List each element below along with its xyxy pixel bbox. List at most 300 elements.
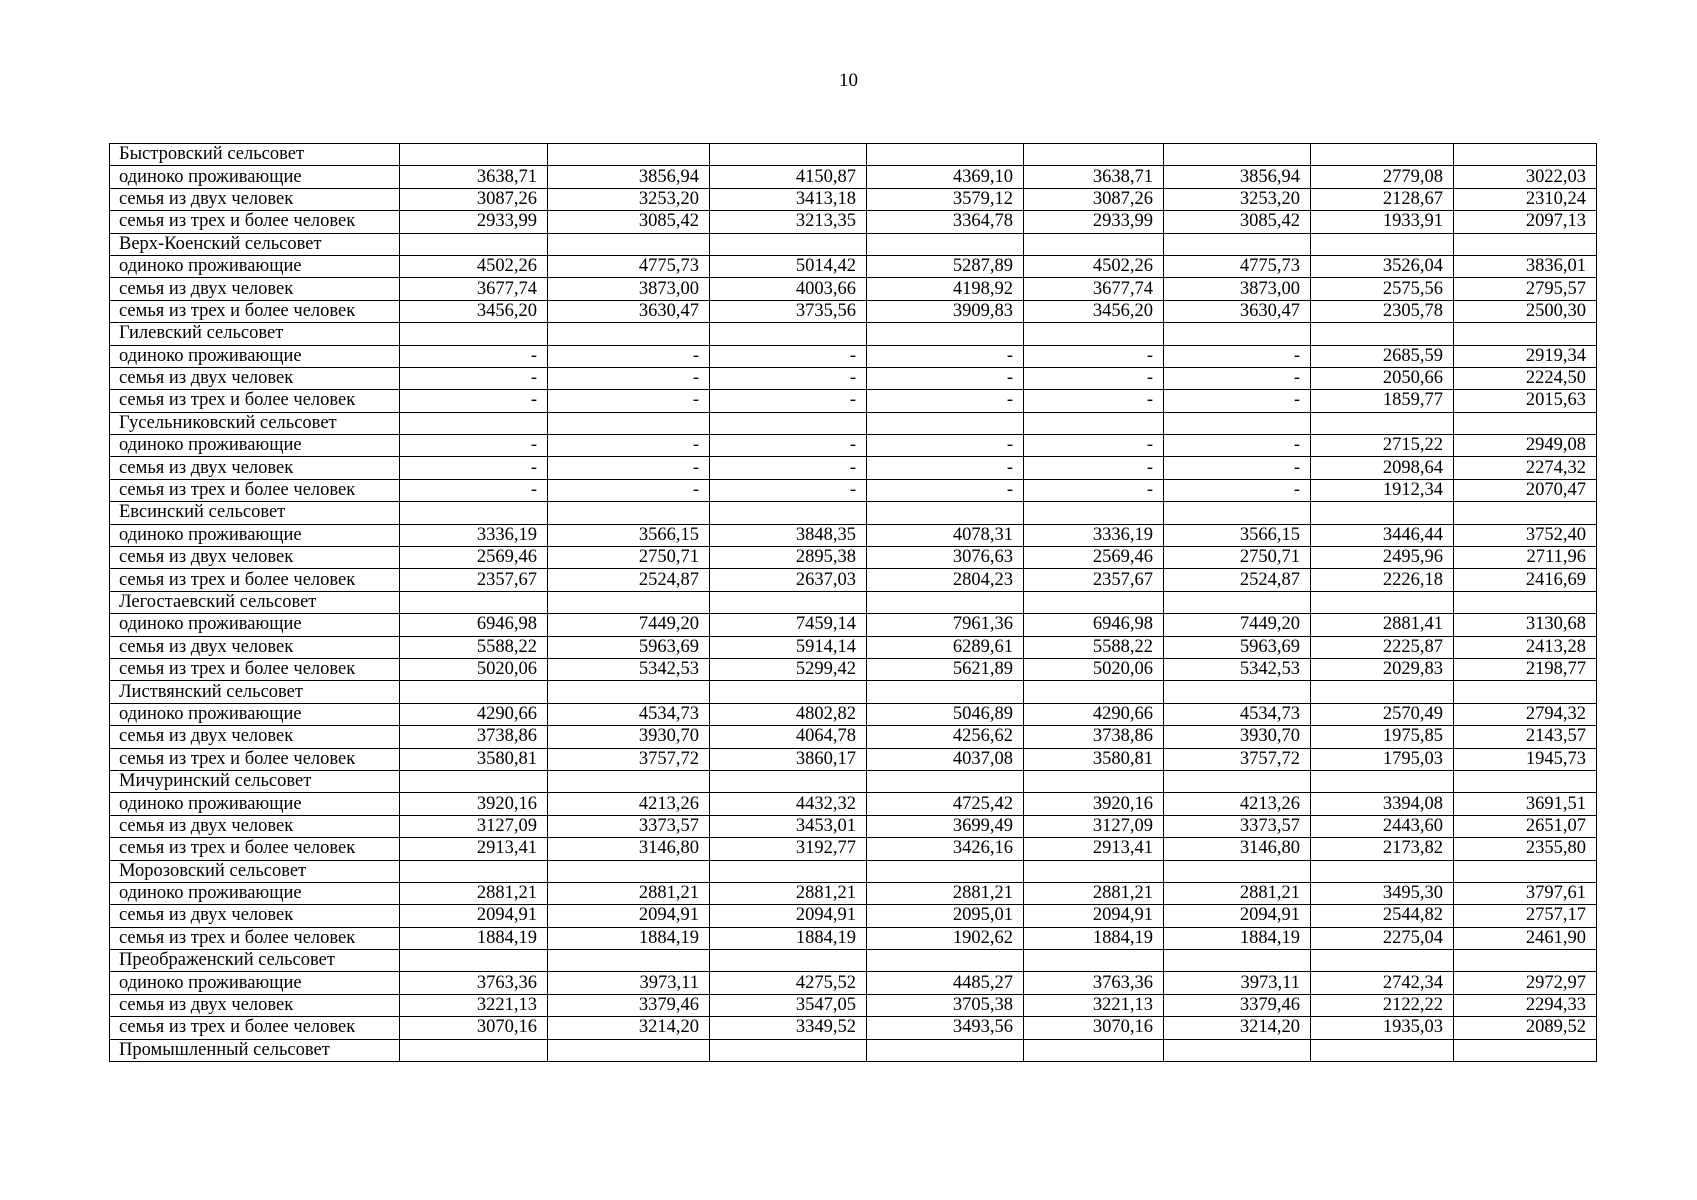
empty-cell xyxy=(400,681,548,703)
section-header-row xyxy=(110,233,1597,255)
value-cell: 2757,17 xyxy=(1454,905,1597,927)
empty-cell xyxy=(1311,144,1454,166)
table-row xyxy=(110,748,1597,770)
value-cell: 4534,73 xyxy=(1164,703,1311,725)
section-name: Гусельниковский сельсовет xyxy=(110,412,400,434)
value-cell: 2224,50 xyxy=(1454,367,1597,389)
value-cell: 6946,98 xyxy=(400,614,548,636)
value-cell: 3446,44 xyxy=(1311,524,1454,546)
empty-cell xyxy=(1164,233,1311,255)
value-cell: 2097,13 xyxy=(1454,211,1597,233)
value-cell: 1945,73 xyxy=(1454,748,1597,770)
value-cell: 7961,36 xyxy=(867,614,1024,636)
value-cell: 4290,66 xyxy=(400,703,548,725)
value-cell: - xyxy=(710,390,867,412)
empty-cell xyxy=(1024,233,1164,255)
empty-cell xyxy=(1311,502,1454,524)
table-row xyxy=(110,524,1597,546)
empty-cell xyxy=(1164,323,1311,345)
value-cell: - xyxy=(710,457,867,479)
table-row xyxy=(110,703,1597,725)
value-cell: 2569,46 xyxy=(400,547,548,569)
empty-cell xyxy=(548,144,710,166)
value-cell: - xyxy=(400,390,548,412)
value-cell: 2524,87 xyxy=(548,569,710,591)
value-cell: 2794,32 xyxy=(1454,703,1597,725)
value-cell: 2742,34 xyxy=(1311,972,1454,994)
row-label: одиноко проживающие xyxy=(110,255,400,277)
empty-cell xyxy=(1311,323,1454,345)
value-cell: 3127,09 xyxy=(1024,815,1164,837)
table-row xyxy=(110,367,1597,389)
value-cell: 3630,47 xyxy=(1164,300,1311,322)
section-header-row xyxy=(110,412,1597,434)
empty-cell xyxy=(1454,144,1597,166)
empty-cell xyxy=(710,860,867,882)
value-cell: 2575,56 xyxy=(1311,278,1454,300)
value-cell: 5342,53 xyxy=(548,658,710,680)
value-cell: - xyxy=(1024,390,1164,412)
value-cell: 3373,57 xyxy=(1164,815,1311,837)
table-row xyxy=(110,636,1597,658)
row-label: семья из трех и более человек xyxy=(110,390,400,412)
row-label: одиноко проживающие xyxy=(110,614,400,636)
value-cell: 5020,06 xyxy=(400,658,548,680)
row-label: семья из двух человек xyxy=(110,815,400,837)
value-cell: 3757,72 xyxy=(1164,748,1311,770)
empty-cell xyxy=(710,323,867,345)
value-cell: 4150,87 xyxy=(710,166,867,188)
value-cell: 1795,03 xyxy=(1311,748,1454,770)
value-cell: 3856,94 xyxy=(1164,166,1311,188)
row-label: семья из двух человек xyxy=(110,905,400,927)
value-cell: 1884,19 xyxy=(1164,927,1311,949)
table-row xyxy=(110,905,1597,927)
value-cell: - xyxy=(867,390,1024,412)
empty-cell xyxy=(867,591,1024,613)
empty-cell xyxy=(1454,502,1597,524)
value-cell: 4502,26 xyxy=(1024,255,1164,277)
row-label: семья из двух человек xyxy=(110,547,400,569)
empty-cell xyxy=(867,233,1024,255)
empty-cell xyxy=(867,323,1024,345)
value-cell: 2225,87 xyxy=(1311,636,1454,658)
value-cell: 2094,91 xyxy=(548,905,710,927)
empty-cell xyxy=(1024,860,1164,882)
value-cell: 4432,32 xyxy=(710,793,867,815)
value-cell: 4213,26 xyxy=(1164,793,1311,815)
value-cell: - xyxy=(867,435,1024,457)
empty-cell xyxy=(1311,770,1454,792)
value-cell: 3456,20 xyxy=(400,300,548,322)
table-row xyxy=(110,658,1597,680)
value-cell: 3677,74 xyxy=(400,278,548,300)
value-cell: 5914,14 xyxy=(710,636,867,658)
empty-cell xyxy=(867,502,1024,524)
value-cell: 2750,71 xyxy=(548,547,710,569)
value-cell: 3860,17 xyxy=(710,748,867,770)
section-name: Быстровский сельсовет xyxy=(110,144,400,166)
value-cell: 3738,86 xyxy=(400,726,548,748)
value-cell: 2461,90 xyxy=(1454,927,1597,949)
empty-cell xyxy=(400,770,548,792)
value-cell: 4213,26 xyxy=(548,793,710,815)
row-label: семья из трех и более человек xyxy=(110,658,400,680)
row-label: семья из трех и более человек xyxy=(110,748,400,770)
value-cell: 2050,66 xyxy=(1311,367,1454,389)
value-cell: 1912,34 xyxy=(1311,479,1454,501)
empty-cell xyxy=(710,950,867,972)
table-row xyxy=(110,390,1597,412)
value-cell: 3495,30 xyxy=(1311,882,1454,904)
empty-cell xyxy=(1454,950,1597,972)
value-cell: 3856,94 xyxy=(548,166,710,188)
value-cell: 3930,70 xyxy=(548,726,710,748)
value-cell: 3146,80 xyxy=(548,838,710,860)
table-row xyxy=(110,255,1597,277)
value-cell: 3797,61 xyxy=(1454,882,1597,904)
empty-cell xyxy=(710,412,867,434)
value-cell: 3127,09 xyxy=(400,815,548,837)
value-cell: - xyxy=(548,345,710,367)
value-cell: 3526,04 xyxy=(1311,255,1454,277)
value-cell: 5621,89 xyxy=(867,658,1024,680)
row-label: семья из трех и более человек xyxy=(110,838,400,860)
empty-cell xyxy=(548,1039,710,1061)
empty-cell xyxy=(1454,323,1597,345)
value-cell: 3630,47 xyxy=(548,300,710,322)
value-cell: 2570,49 xyxy=(1311,703,1454,725)
row-label: одиноко проживающие xyxy=(110,882,400,904)
value-cell: 3752,40 xyxy=(1454,524,1597,546)
empty-cell xyxy=(400,502,548,524)
value-cell: 2795,57 xyxy=(1454,278,1597,300)
value-cell: 3076,63 xyxy=(867,547,1024,569)
value-cell: 3579,12 xyxy=(867,188,1024,210)
value-cell: - xyxy=(548,367,710,389)
value-cell: 3848,35 xyxy=(710,524,867,546)
value-cell: 3909,83 xyxy=(867,300,1024,322)
section-header-row xyxy=(110,770,1597,792)
tariff-table xyxy=(109,143,1597,1062)
row-label: одиноко проживающие xyxy=(110,435,400,457)
value-cell: 2089,52 xyxy=(1454,1017,1597,1039)
value-cell: 1933,91 xyxy=(1311,211,1454,233)
page-number: 10 xyxy=(839,70,858,91)
value-cell: 2881,21 xyxy=(867,882,1024,904)
empty-cell xyxy=(1024,681,1164,703)
value-cell: 3456,20 xyxy=(1024,300,1164,322)
value-cell: 3973,11 xyxy=(548,972,710,994)
value-cell: 2029,83 xyxy=(1311,658,1454,680)
empty-cell xyxy=(710,1039,867,1061)
row-label: семья из трех и более человек xyxy=(110,1017,400,1039)
value-cell: 3493,56 xyxy=(867,1017,1024,1039)
value-cell: - xyxy=(867,345,1024,367)
row-label: одиноко проживающие xyxy=(110,793,400,815)
empty-cell xyxy=(1164,1039,1311,1061)
value-cell: 1884,19 xyxy=(710,927,867,949)
empty-cell xyxy=(1024,502,1164,524)
empty-cell xyxy=(867,1039,1024,1061)
empty-cell xyxy=(1024,412,1164,434)
empty-cell xyxy=(400,1039,548,1061)
table-row xyxy=(110,166,1597,188)
value-cell: 5014,42 xyxy=(710,255,867,277)
value-cell: 2094,91 xyxy=(710,905,867,927)
empty-cell xyxy=(710,233,867,255)
section-header-row xyxy=(110,502,1597,524)
value-cell: 2881,41 xyxy=(1311,614,1454,636)
row-label: семья из двух человек xyxy=(110,994,400,1016)
empty-cell xyxy=(400,144,548,166)
row-label: одиноко проживающие xyxy=(110,345,400,367)
value-cell: 3738,86 xyxy=(1024,726,1164,748)
value-cell: - xyxy=(548,390,710,412)
table-row xyxy=(110,815,1597,837)
value-cell: 2310,24 xyxy=(1454,188,1597,210)
value-cell: 2357,67 xyxy=(400,569,548,591)
value-cell: 3214,20 xyxy=(1164,1017,1311,1039)
value-cell: 2779,08 xyxy=(1311,166,1454,188)
empty-cell xyxy=(548,681,710,703)
empty-cell xyxy=(1311,950,1454,972)
value-cell: 2094,91 xyxy=(1024,905,1164,927)
value-cell: 3087,26 xyxy=(1024,188,1164,210)
table-row xyxy=(110,614,1597,636)
table-row xyxy=(110,882,1597,904)
value-cell: - xyxy=(1024,479,1164,501)
value-cell: 3085,42 xyxy=(1164,211,1311,233)
section-name: Листвянский сельсовет xyxy=(110,681,400,703)
value-cell: - xyxy=(1024,435,1164,457)
value-cell: 3070,16 xyxy=(400,1017,548,1039)
value-cell: 5342,53 xyxy=(1164,658,1311,680)
value-cell: 3336,19 xyxy=(1024,524,1164,546)
empty-cell xyxy=(710,144,867,166)
empty-cell xyxy=(710,770,867,792)
value-cell: - xyxy=(1164,367,1311,389)
value-cell: 3213,35 xyxy=(710,211,867,233)
value-cell: 3580,81 xyxy=(400,748,548,770)
value-cell: 2651,07 xyxy=(1454,815,1597,837)
table-row xyxy=(110,547,1597,569)
value-cell: 3364,78 xyxy=(867,211,1024,233)
value-cell: 3547,05 xyxy=(710,994,867,1016)
value-cell: 2972,97 xyxy=(1454,972,1597,994)
value-cell: 4290,66 xyxy=(1024,703,1164,725)
value-cell: 4078,31 xyxy=(867,524,1024,546)
value-cell: 2637,03 xyxy=(710,569,867,591)
value-cell: 5046,89 xyxy=(867,703,1024,725)
value-cell: - xyxy=(710,367,867,389)
row-label: семья из трех и более человек xyxy=(110,569,400,591)
value-cell: 2198,77 xyxy=(1454,658,1597,680)
section-name: Легостаевский сельсовет xyxy=(110,591,400,613)
value-cell: 2173,82 xyxy=(1311,838,1454,860)
table-row xyxy=(110,838,1597,860)
value-cell: 3638,71 xyxy=(1024,166,1164,188)
value-cell: 2544,82 xyxy=(1311,905,1454,927)
value-cell: 2881,21 xyxy=(548,882,710,904)
row-label: семья из трех и более человек xyxy=(110,927,400,949)
value-cell: 2275,04 xyxy=(1311,927,1454,949)
value-cell: 2685,59 xyxy=(1311,345,1454,367)
value-cell: 2128,67 xyxy=(1311,188,1454,210)
value-cell: 2495,96 xyxy=(1311,547,1454,569)
value-cell: - xyxy=(710,345,867,367)
value-cell: - xyxy=(867,457,1024,479)
value-cell: 5588,22 xyxy=(1024,636,1164,658)
value-cell: 4064,78 xyxy=(710,726,867,748)
empty-cell xyxy=(548,502,710,524)
value-cell: 4037,08 xyxy=(867,748,1024,770)
table-row xyxy=(110,994,1597,1016)
section-name: Мичуринский сельсовет xyxy=(110,770,400,792)
value-cell: 1975,85 xyxy=(1311,726,1454,748)
value-cell: 1935,03 xyxy=(1311,1017,1454,1039)
value-cell: 4256,62 xyxy=(867,726,1024,748)
value-cell: 7449,20 xyxy=(1164,614,1311,636)
empty-cell xyxy=(1164,770,1311,792)
empty-cell xyxy=(710,502,867,524)
value-cell: 4775,73 xyxy=(548,255,710,277)
value-cell: 2500,30 xyxy=(1454,300,1597,322)
value-cell: 4369,10 xyxy=(867,166,1024,188)
value-cell: 2715,22 xyxy=(1311,435,1454,457)
value-cell: 2305,78 xyxy=(1311,300,1454,322)
value-cell: - xyxy=(710,479,867,501)
value-cell: 2357,67 xyxy=(1024,569,1164,591)
table-row xyxy=(110,435,1597,457)
empty-cell xyxy=(1311,412,1454,434)
value-cell: 2416,69 xyxy=(1454,569,1597,591)
empty-cell xyxy=(400,591,548,613)
empty-cell xyxy=(867,770,1024,792)
table-row xyxy=(110,345,1597,367)
value-cell: 3379,46 xyxy=(1164,994,1311,1016)
value-cell: 3763,36 xyxy=(400,972,548,994)
table-row xyxy=(110,726,1597,748)
empty-cell xyxy=(1311,860,1454,882)
section-name: Морозовский сельсовет xyxy=(110,860,400,882)
empty-cell xyxy=(1024,1039,1164,1061)
value-cell: 6946,98 xyxy=(1024,614,1164,636)
value-cell: 3192,77 xyxy=(710,838,867,860)
value-cell: - xyxy=(867,479,1024,501)
value-cell: 3087,26 xyxy=(400,188,548,210)
value-cell: 2226,18 xyxy=(1311,569,1454,591)
section-header-row xyxy=(110,950,1597,972)
value-cell: 2274,32 xyxy=(1454,457,1597,479)
row-label: семья из двух человек xyxy=(110,188,400,210)
value-cell: 3873,00 xyxy=(1164,278,1311,300)
section-name: Гилевский сельсовет xyxy=(110,323,400,345)
empty-cell xyxy=(1454,1039,1597,1061)
value-cell: 3214,20 xyxy=(548,1017,710,1039)
section-header-row xyxy=(110,681,1597,703)
value-cell: 2294,33 xyxy=(1454,994,1597,1016)
value-cell: 3566,15 xyxy=(548,524,710,546)
empty-cell xyxy=(867,144,1024,166)
value-cell: 3705,38 xyxy=(867,994,1024,1016)
section-name: Промышленный сельсовет xyxy=(110,1039,400,1061)
empty-cell xyxy=(1164,502,1311,524)
value-cell: 2095,01 xyxy=(867,905,1024,927)
empty-cell xyxy=(1311,233,1454,255)
value-cell: 3973,11 xyxy=(1164,972,1311,994)
value-cell: 5588,22 xyxy=(400,636,548,658)
value-cell: - xyxy=(400,345,548,367)
value-cell: - xyxy=(1024,345,1164,367)
value-cell: 3253,20 xyxy=(548,188,710,210)
row-label: семья из трех и более человек xyxy=(110,479,400,501)
value-cell: 7449,20 xyxy=(548,614,710,636)
section-name: Преображенский сельсовет xyxy=(110,950,400,972)
value-cell: 5963,69 xyxy=(548,636,710,658)
value-cell: 3085,42 xyxy=(548,211,710,233)
value-cell: 2933,99 xyxy=(1024,211,1164,233)
empty-cell xyxy=(1164,144,1311,166)
value-cell: 1902,62 xyxy=(867,927,1024,949)
value-cell: 2355,80 xyxy=(1454,838,1597,860)
table-row xyxy=(110,278,1597,300)
value-cell: 4534,73 xyxy=(548,703,710,725)
value-cell: 2949,08 xyxy=(1454,435,1597,457)
value-cell: 2804,23 xyxy=(867,569,1024,591)
empty-cell xyxy=(1454,412,1597,434)
empty-cell xyxy=(548,591,710,613)
value-cell: 3373,57 xyxy=(548,815,710,837)
value-cell: - xyxy=(1024,457,1164,479)
value-cell: 3836,01 xyxy=(1454,255,1597,277)
value-cell: - xyxy=(1164,345,1311,367)
empty-cell xyxy=(1454,591,1597,613)
value-cell: - xyxy=(400,367,548,389)
section-header-row xyxy=(110,860,1597,882)
row-label: семья из трех и более человек xyxy=(110,300,400,322)
value-cell: 2895,38 xyxy=(710,547,867,569)
value-cell: 3130,68 xyxy=(1454,614,1597,636)
empty-cell xyxy=(400,860,548,882)
value-cell: 2881,21 xyxy=(710,882,867,904)
table-row xyxy=(110,1017,1597,1039)
value-cell: 3566,15 xyxy=(1164,524,1311,546)
empty-cell xyxy=(1164,591,1311,613)
table-row xyxy=(110,479,1597,501)
value-cell: 1884,19 xyxy=(400,927,548,949)
empty-cell xyxy=(1024,323,1164,345)
empty-cell xyxy=(867,412,1024,434)
value-cell: - xyxy=(548,479,710,501)
row-label: одиноко проживающие xyxy=(110,703,400,725)
value-cell: 4802,82 xyxy=(710,703,867,725)
value-cell: 3070,16 xyxy=(1024,1017,1164,1039)
row-label: одиноко проживающие xyxy=(110,972,400,994)
empty-cell xyxy=(548,323,710,345)
empty-cell xyxy=(548,233,710,255)
empty-cell xyxy=(1454,681,1597,703)
value-cell: 3930,70 xyxy=(1164,726,1311,748)
empty-cell xyxy=(548,860,710,882)
value-cell: 2143,57 xyxy=(1454,726,1597,748)
value-cell: 2015,63 xyxy=(1454,390,1597,412)
table-row xyxy=(110,300,1597,322)
value-cell: 3677,74 xyxy=(1024,278,1164,300)
section-header-row xyxy=(110,144,1597,166)
empty-cell xyxy=(400,323,548,345)
value-cell: - xyxy=(710,435,867,457)
